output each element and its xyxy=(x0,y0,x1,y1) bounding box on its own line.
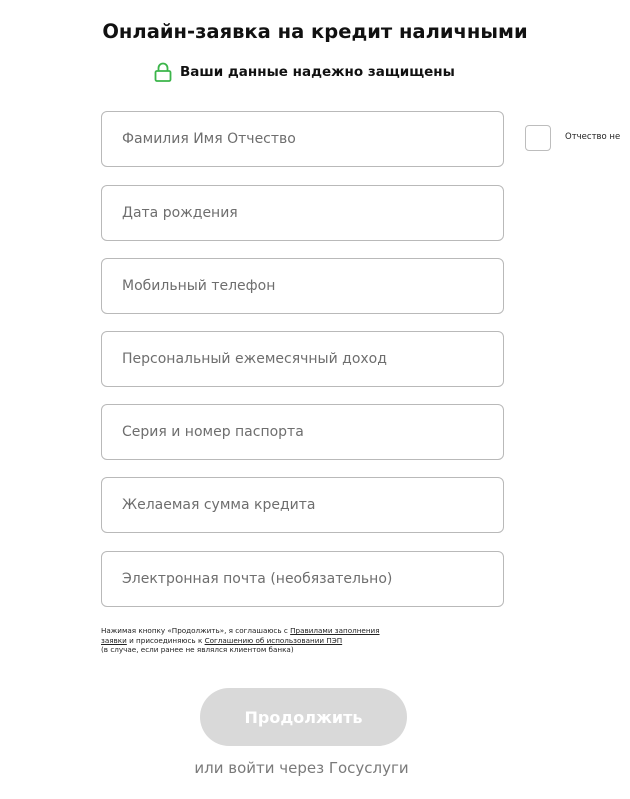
mobile-phone-field[interactable] xyxy=(101,258,504,314)
continue-button[interactable]: Продолжить xyxy=(200,688,407,746)
mobile-phone-input[interactable] xyxy=(102,259,503,313)
email-field[interactable] xyxy=(101,551,504,607)
full-name-field[interactable] xyxy=(101,111,504,167)
passport-field[interactable] xyxy=(101,404,504,460)
lock-icon xyxy=(154,62,172,82)
no-patronymic-checkbox[interactable] xyxy=(525,125,551,151)
monthly-income-field[interactable] xyxy=(101,331,504,387)
consent-text-part: Нажимая кнопку «Продолжить», я соглашаюсь с xyxy=(101,626,291,635)
full-name-input[interactable] xyxy=(102,112,503,166)
consent-text xyxy=(101,626,521,655)
rules-link-continuation[interactable]: заявки xyxy=(101,635,127,645)
no-patronymic-label: Отчество не xyxy=(565,132,621,142)
consent-text-part: и присоединяюсь к xyxy=(126,635,205,645)
pep-agreement-link[interactable]: Соглашению об использовании ПЭП xyxy=(204,635,343,645)
page-title: Онлайн-заявка на кредит наличными xyxy=(102,20,528,43)
birth-date-field[interactable] xyxy=(101,185,504,241)
passport-input[interactable] xyxy=(102,405,503,459)
loan-amount-input[interactable] xyxy=(102,478,503,532)
birth-date-input[interactable] xyxy=(102,186,503,240)
rules-link[interactable]: Правилами заполнения xyxy=(290,626,380,635)
security-note xyxy=(154,62,455,82)
loan-amount-field[interactable] xyxy=(101,477,504,533)
monthly-income-input[interactable] xyxy=(102,332,503,386)
security-note-text: Ваши данные надежно защищены xyxy=(180,64,455,80)
consent-note: (в случае, если ранее не являлся клиентом банка) xyxy=(101,645,294,655)
gosuslugi-login-link[interactable]: или войти через Госуслуги xyxy=(194,759,409,777)
email-input[interactable] xyxy=(102,552,503,606)
